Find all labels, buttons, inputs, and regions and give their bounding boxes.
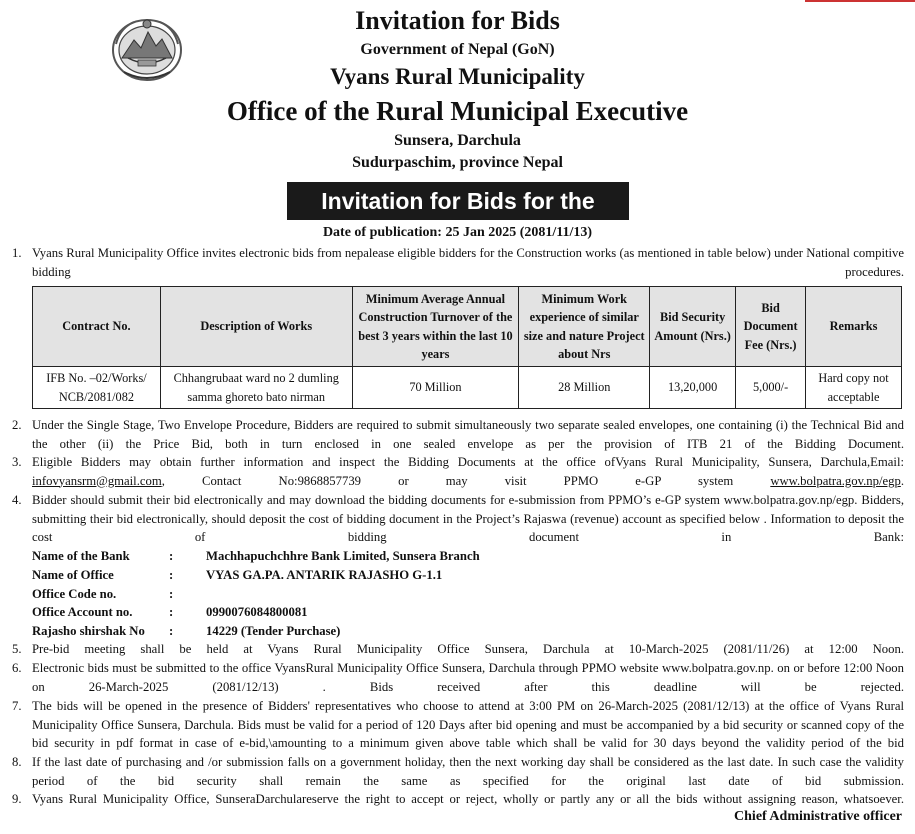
municipality-name: Vyans Rural Municipality xyxy=(330,64,585,89)
clause-text: Bidder should submit their bid electronically and may download the bidding documents for e-submission from PPMO’s e-GP system www.bolpatra.gov.np/egp. Bidders, submitting their bid electronically, should deposit the cost of bidding document in the Project’s Rajaswa (revenue) account as specified below . Information to deposit the cost of bidding document in Bank: xyxy=(32,493,904,545)
clause-text: Electronic bids must be submitted to the office VyansRural Municipality Office Sunsera, Darchula through PPMO website www.bolpatra.gov.np. on or before 12:00 Noon on 26-March-2025 (2081/12/13) . Bids received after this deadline will be rejected. xyxy=(32,661,904,694)
email-link[interactable]: infovyansrm@gmail.com xyxy=(32,473,162,488)
bank-separator: : xyxy=(169,605,174,619)
bank-value: 0990076084800081 xyxy=(206,605,308,619)
table-cell: IFB No. –02/Works/ NCB/2081/082 xyxy=(33,367,161,409)
clause-number: 9. xyxy=(12,792,22,806)
clause-number: 7. xyxy=(12,699,22,713)
clause-number: 4. xyxy=(12,493,22,507)
col-header: Contract No. xyxy=(33,287,161,367)
office-province: Sudurpaschim, province Nepal xyxy=(352,154,563,171)
col-header: Remarks xyxy=(806,287,902,367)
page-title: Invitation for Bids xyxy=(355,6,560,35)
clause-text-part: , Contact No:9868857739 or may visit PPMO e-GP system xyxy=(161,473,734,488)
office-location: Sunsera, Darchula xyxy=(394,132,521,149)
table-cell: 5,000/- xyxy=(736,367,806,409)
clause-number: 5. xyxy=(12,642,22,656)
table-cell: 28 Million xyxy=(519,367,650,409)
office-name: Office of the Rural Municipal Executive xyxy=(226,96,689,126)
clause-number: 6. xyxy=(12,661,22,675)
clause-text: The bids will be opened in the presence of Bidders' representatives who choose to attend at 3:00 PM on 26-March-2025 (2081/12/13) at the office of Vyans Rural Municipality Office Sunsera, Darchula. Bids must be valid for a period of 120 Days after bid opening and must be accompanied by a bid security or scanned copy of the bid security in pdf format in case of e-bid,\amounting to a minimum given above table which shall be valid for 30 days beyond the validity period of the bid xyxy=(32,699,904,751)
col-header: Minimum Average Annual Construction Turnover of the best 3 years within the last 10 years xyxy=(352,287,519,367)
clause-number: 1. xyxy=(12,246,22,260)
clause-text: Pre-bid meeting shall be held at Vyans Rural Municipality Office Sunsera, Darchula at 10-March-2025 (2081/11/26) at 12:00 Noon. xyxy=(32,642,904,656)
bank-separator: : xyxy=(169,568,174,582)
clause-text: If the last date of purchasing and /or submission falls on a government holiday, then the next working day shall be considered as the last date. In such case the validity period of the bid security shall remain the same as specified for the original last date of bid submission. xyxy=(32,755,904,788)
clause-number: 2. xyxy=(12,418,22,432)
bank-label: Office Code no. xyxy=(32,587,117,601)
bank-separator: : xyxy=(169,624,174,638)
bank-label: Name of Office xyxy=(32,568,114,582)
bid-banner: Invitation for Bids for the xyxy=(287,182,629,220)
bank-value: 14229 (Tender Purchase) xyxy=(206,624,341,638)
col-header: Description of Works xyxy=(160,287,352,367)
bank-label: Rajasho shirshak No xyxy=(32,624,145,638)
table-cell: Chhangrubaat ward no 2 dumling samma ghoreto bato nirman xyxy=(160,367,352,409)
bank-separator: : xyxy=(169,587,174,601)
bank-label: Name of the Bank xyxy=(32,549,130,563)
clause-text: Under the Single Stage, Two Envelope Procedure, Bidders are required to submit simultaneously two separate sealed envelopes, one containing (i) the Technical Bid and the other (ii) the Price Bid, both in turn enclosed in one sealed envelope as per the provision of ITB 21 of the Bidding Document. xyxy=(32,418,904,451)
clause-number: 8. xyxy=(12,755,22,769)
table-header-row xyxy=(33,287,902,367)
table-cell: 13,20,000 xyxy=(650,367,736,409)
signature: Chief Administrative officer xyxy=(734,809,902,824)
col-header: Minimum Work experience of similar size and nature Project about Nrs xyxy=(519,287,650,367)
table-cell: Hard copy not acceptable xyxy=(806,367,902,409)
col-header: Bid Document Fee (Nrs.) xyxy=(736,287,806,367)
clause-text: Vyans Rural Municipality Office invites electronic bids from nepalease eligible bidders for the Construction works (as mentioned in table below) under National compitive bidding procedures. xyxy=(32,246,904,279)
clause-text-part: . xyxy=(900,473,904,488)
table-row xyxy=(33,367,902,409)
publication-date: Date of publication: 25 Jan 2025 (2081/11/13) xyxy=(322,225,593,240)
clause-text: Vyans Rural Municipality Office, SunseraDarchulareserve the right to accept or reject, wholly or partly any or all the bids without assigning reason, whatsoever. xyxy=(32,792,904,806)
works-table xyxy=(32,286,902,409)
bank-value: VYAS GA.PA. ANTARIK RAJASHO G-1.1 xyxy=(206,568,443,582)
government-name: Government of Nepal (GoN) xyxy=(360,41,555,58)
table-cell: 70 Million xyxy=(352,367,519,409)
bank-value: Machhapuchchhre Bank Limited, Sunsera Branch xyxy=(206,549,480,563)
bank-label: Office Account no. xyxy=(32,605,133,619)
bank-separator: : xyxy=(169,549,174,563)
clause-number: 3. xyxy=(12,455,22,469)
col-header: Bid Security Amount (Nrs.) xyxy=(650,287,736,367)
corner-accent-bar xyxy=(805,0,915,2)
website-link[interactable]: www.bolpatra.gov.np/egp xyxy=(770,473,901,488)
clause-text-part: Eligible Bidders may obtain further information and inspect the Bidding Documents at the office ofVyans Rural Municipality, Sunsera, Darchula,Email: xyxy=(32,455,904,469)
